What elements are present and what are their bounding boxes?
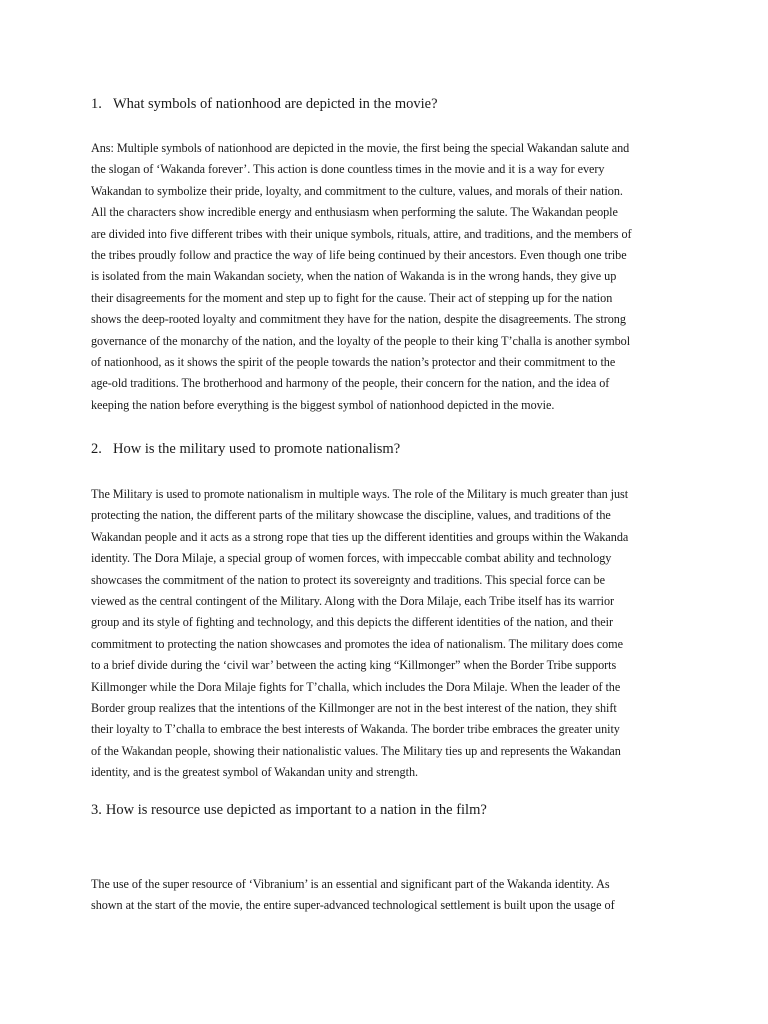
paragraph-line: the slogan of ‘Wakanda forever’. This action is done countless times in the movie and it is a way for every (91, 162, 605, 177)
answer-3-paragraph (91, 874, 683, 917)
paragraph-line: shown at the start of the movie, the entire super-advanced technological settlement is built upon the usage of (91, 898, 615, 913)
question-number: 2. (91, 441, 102, 457)
paragraph-line: commitment to protecting the nation showcases and promotes the idea of nationalism. The military does come (91, 636, 623, 651)
paragraph-line: keeping the nation before everything is the biggest symbol of nationhood depicted in the movie. (91, 397, 555, 412)
paragraph-line: group and its style of fighting and technology, and this depicts the different identities of the nation, and their (91, 615, 613, 630)
question-number: 1. (91, 96, 102, 112)
question-3-heading (91, 800, 683, 820)
paragraph-line: are divided into five different tribes with their unique symbols, rituals, attire, and traditions, and the members of (91, 226, 632, 241)
paragraph-line: Wakandan people and it acts as a strong rope that ties up the different identities and groups within the Wakanda (91, 529, 629, 544)
answer-2-paragraph (91, 484, 683, 784)
question-1-heading (91, 94, 683, 114)
question-text: How is the military used to promote nationalism? (113, 441, 401, 457)
paragraph-line: showcases the commitment of the nation to protect its sovereignty and traditions. This special force can be (91, 572, 605, 587)
question-number: 3. (91, 802, 102, 818)
answer-1-paragraph (91, 138, 683, 416)
question-text: How is resource use depicted as important to a nation in the film? (105, 802, 487, 818)
paragraph-line: their loyalty to T’challa to embrace the best interests of Wakanda. The border tribe embraces the greater unity (91, 722, 620, 737)
question-2-heading (91, 439, 683, 459)
paragraph-line: age-old traditions. The brotherhood and harmony of the people, their concern for the nation, and the idea of (91, 376, 610, 391)
paragraph-line: protecting the nation, the different parts of the military showcase the discipline, values, and traditions of the (91, 508, 611, 523)
paragraph-line: The use of the super resource of ‘Vibranium’ is an essential and significant part of the Wakanda identity. As (91, 877, 610, 891)
paragraph-line: shows the deep-rooted loyalty and commitment they have for the nation, despite the disagreements. The strong (91, 312, 626, 327)
question-text: What symbols of nationhood are depicted in the movie? (113, 96, 438, 112)
paragraph-line: identity. The Dora Milaje, a special group of women forces, with impeccable combat ability and technology (91, 551, 612, 566)
paragraph-line: Wakandan to symbolize their pride, loyalty, and commitment to the culture, values, and morals of their nation. (91, 183, 623, 198)
paragraph-line: Killmonger while the Dora Milaje fights for T’challa, which includes the Dora Milaje. When the leader of the (91, 679, 621, 694)
paragraph-line: their disagreements for the moment and step up to fight for the cause. Their act of stepping up for the nation (91, 290, 613, 305)
paragraph-line: the tribes proudly follow and practice the way of life being continued by their ancestors. Even though one tribe (91, 248, 627, 263)
paragraph-line: of the Wakandan people, showing their nationalistic values. The Military ties up and represents the Wakandan (91, 743, 621, 758)
paragraph-line: viewed as the central contingent of the Military. Along with the Dora Milaje, each Tribe itself has its warrior (91, 594, 615, 609)
paragraph-line: to a brief divide during the ‘civil war’ between the acting king “Killmonger” when the Border Tribe supports (91, 658, 617, 673)
paragraph-line: Border group realizes that the intentions of the Killmonger are not in the best interest of the nation, they shift (91, 701, 617, 716)
paragraph-line: All the characters show incredible energy and enthusiasm when performing the salute. The Wakandan people (91, 205, 618, 220)
paragraph-line: The Military is used to promote nationalism in multiple ways. The role of the Military is much greater than just (91, 487, 629, 501)
paragraph-line: of nationhood, as it shows the spirit of the people towards the nation’s protector and their commitment to the (91, 355, 616, 370)
paragraph-line: identity, and is the greatest symbol of Wakandan unity and strength. (91, 765, 418, 780)
paragraph-line: Ans: Multiple symbols of nationhood are depicted in the movie, the first being the special Wakandan salute and (91, 141, 630, 155)
paragraph-line: governance of the monarchy of the nation, and the loyalty of the people to their king T’challa is another symbol (91, 333, 631, 348)
paragraph-line: is isolated from the main Wakandan society, when the nation of Wakanda is in the wrong hands, they give up (91, 269, 617, 284)
